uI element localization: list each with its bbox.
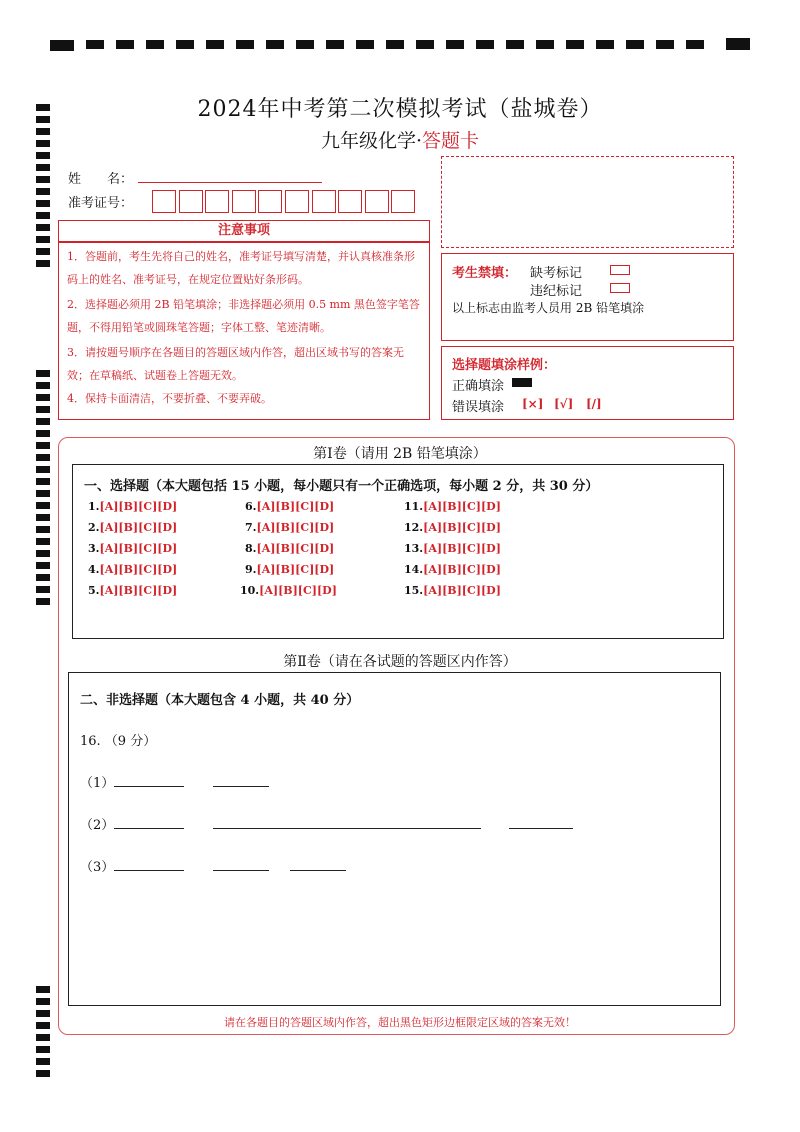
choice-options: [A][B][C][D] (256, 563, 335, 576)
subtitle-answer-card: 答题卡 (422, 130, 480, 152)
id-cell (152, 190, 176, 213)
notice-box (58, 242, 430, 420)
correct-fill-label: 正确填涂 (452, 379, 505, 394)
forbidden-label: 考生禁填： (452, 266, 518, 281)
exam-id-cells[interactable] (152, 190, 418, 213)
choice-row[interactable] (404, 563, 501, 576)
question-number: 4. (88, 563, 100, 576)
choice-row[interactable] (88, 584, 177, 597)
name-field[interactable] (138, 182, 322, 183)
subquestion-2-label: （2） (80, 818, 115, 833)
choice-options: [A][B][C][D] (423, 563, 501, 576)
choice-row[interactable] (245, 542, 334, 555)
choice-options: [A][B][C][D] (256, 521, 335, 534)
id-cell (391, 190, 415, 213)
answer-line[interactable] (213, 870, 269, 871)
subquestion-3-label: （3） (80, 860, 115, 875)
choice-row[interactable] (404, 584, 501, 597)
choice-row[interactable] (88, 563, 177, 576)
choice-row[interactable] (404, 500, 501, 513)
notice-item: 3．请按题号顺序在各题目的答题区域内作答，超出区域书写的答案无效；在草稿纸、试题卷上答题无效。 (67, 346, 404, 382)
wrong-mark-cross: [×] (522, 397, 544, 411)
subtitle-main: 九年级化学· (320, 130, 423, 152)
choice-row[interactable] (88, 542, 177, 555)
id-cell (232, 190, 256, 213)
id-cell (179, 190, 203, 213)
question-number: 11. (404, 500, 424, 513)
exam-id-label: 准考证号： (68, 196, 134, 211)
choice-options: [A][B][C][D] (256, 542, 335, 555)
id-cell (365, 190, 389, 213)
barcode-area (441, 156, 734, 248)
choice-row[interactable] (245, 521, 334, 534)
answer-line[interactable] (290, 870, 346, 871)
violation-mark-box[interactable] (610, 283, 630, 293)
id-cell (312, 190, 336, 213)
question-number: 8. (245, 542, 257, 555)
question-number: 14. (404, 563, 424, 576)
choice-options: [A][B][C][D] (99, 584, 178, 597)
choice-row[interactable] (245, 563, 334, 576)
choice-options: [A][B][C][D] (423, 500, 501, 513)
choice-row[interactable] (404, 521, 501, 534)
page-title: 2024年中考第二次模拟考试（盐城卷） (197, 97, 603, 122)
forbidden-note: 以上标志由监考人员用 2B 铅笔填涂 (452, 301, 645, 315)
choice-options: [A][B][C][D] (256, 500, 335, 513)
answer-line[interactable] (213, 786, 269, 787)
wrong-mark-slash: [/] (586, 397, 602, 411)
choice-row[interactable] (88, 521, 177, 534)
choice-section-title: 一、选择题（本大题包括 15 小题，每小题只有一个正确选项，每小题 2 分，共 30 分） (84, 479, 599, 494)
id-cell (285, 190, 309, 213)
id-cell (338, 190, 362, 213)
nonchoice-section-title: 二、非选择题（本大题包含 4 小题，共 40 分） (80, 693, 360, 708)
question-number: 6. (245, 500, 257, 513)
page-subtitle (0, 126, 800, 153)
footer-warning: 请在各题目的答题区域内作答，超出黑色矩形边框限定区域的答案无效！ (224, 1016, 576, 1029)
choice-row[interactable] (404, 542, 501, 555)
answer-line[interactable] (213, 828, 481, 829)
violation-label: 违纪标记 (530, 284, 583, 299)
question-number: 1. (88, 500, 100, 513)
notice-item: 2．选择题必须用 2B 铅笔填涂；非选择题必须用 0.5 mm 黑色签字笔答题，不得用铅笔或圆珠笔答题；字体工整、笔迹清晰。 (67, 298, 420, 334)
answer-line[interactable] (114, 870, 184, 871)
question-number: 2. (88, 521, 100, 534)
question-number: 10. (240, 584, 260, 597)
question-number: 3. (88, 542, 100, 555)
question-number: 5. (88, 584, 100, 597)
question-number: 7. (245, 521, 257, 534)
answer-line[interactable] (509, 828, 573, 829)
choice-options: [A][B][C][D] (99, 521, 178, 534)
choice-options: [A][B][C][D] (423, 584, 501, 597)
part1-title: 第Ⅰ卷（请用 2B 铅笔填涂） (313, 446, 487, 462)
nonchoice-section-box (68, 672, 721, 1006)
notice-item: 1．答题前，考生先将自己的姓名，准考证号填写清楚，并认真核准条形码上的姓名、准考证号，在规定位置贴好条形码。 (67, 250, 415, 286)
subquestion-1-label: （1） (80, 776, 115, 791)
choice-options: [A][B][C][D] (99, 500, 178, 513)
answer-line[interactable] (114, 786, 184, 787)
choice-row[interactable] (240, 584, 337, 597)
choice-options: [A][B][C][D] (99, 563, 178, 576)
correct-fill-sample (512, 378, 532, 387)
choice-options: [A][B][C][D] (423, 521, 501, 534)
id-cell (258, 190, 282, 213)
question-number: 13. (404, 542, 424, 555)
notice-heading: 注意事项 (58, 220, 430, 242)
id-cell (205, 190, 229, 213)
wrong-mark-check: [√] (554, 397, 574, 411)
choice-options: [A][B][C][D] (259, 584, 337, 597)
absent-mark-box[interactable] (610, 265, 630, 275)
absent-label: 缺考标记 (530, 266, 583, 281)
question-number: 12. (404, 521, 424, 534)
question-number: 15. (404, 584, 424, 597)
choice-options: [A][B][C][D] (423, 542, 501, 555)
part2-title: 第Ⅱ卷（请在各试题的答题区内作答） (283, 654, 517, 670)
sample-label: 选择题填涂样例： (452, 358, 557, 373)
choice-row[interactable] (245, 500, 334, 513)
choice-row[interactable] (88, 500, 177, 513)
name-label: 姓 名： (68, 172, 134, 187)
answer-line[interactable] (114, 828, 184, 829)
choice-options: [A][B][C][D] (99, 542, 178, 555)
notice-item: 4．保持卡面清洁，不要折叠、不要弄破。 (67, 392, 272, 405)
question-16-label: 16. （9 分） (80, 734, 157, 749)
question-number: 9. (245, 563, 257, 576)
wrong-fill-label: 错误填涂 (452, 400, 505, 415)
